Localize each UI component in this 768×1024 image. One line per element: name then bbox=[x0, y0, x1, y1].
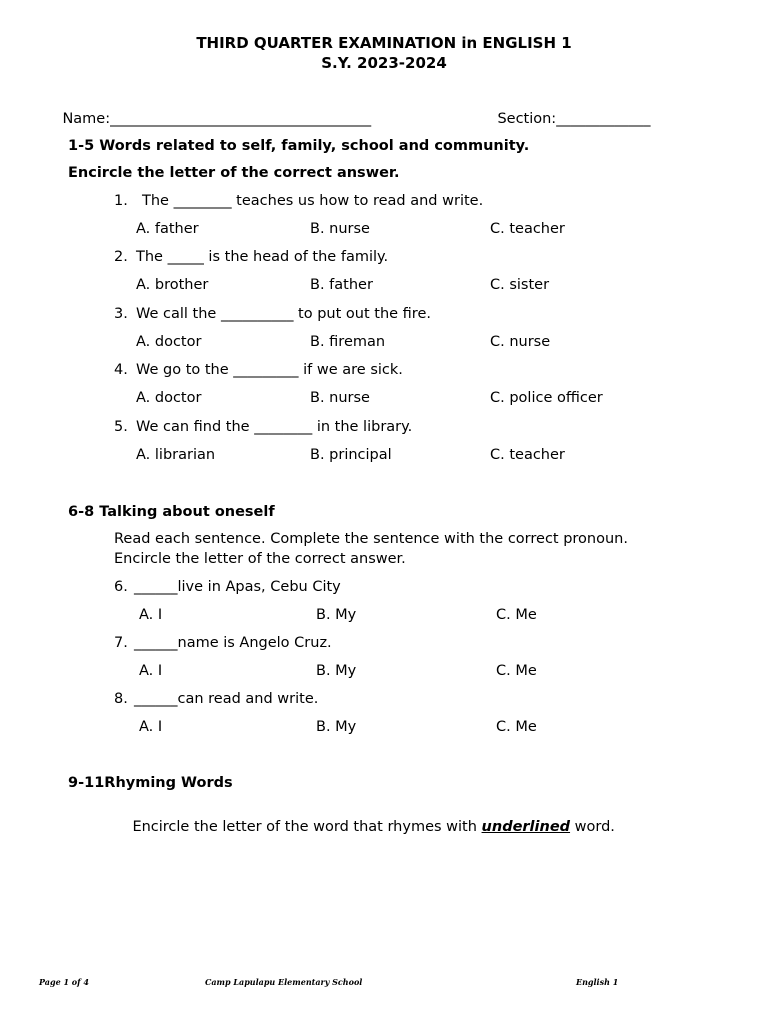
choice-b: B. My bbox=[316, 663, 357, 679]
section2-instruction-line1: Read each sentence. Complete the sentence with the correct pronoun. bbox=[114, 531, 628, 547]
question-number: 2. bbox=[114, 249, 128, 265]
name-line: ____________________________________ bbox=[110, 111, 372, 127]
question-text: ______live in Apas, Cebu City bbox=[134, 579, 341, 595]
choice-c: C. nurse bbox=[490, 334, 551, 350]
choice-a: A. I bbox=[139, 719, 163, 735]
underlined-emphasis: underlined bbox=[481, 819, 571, 835]
question-number: 8. bbox=[114, 691, 128, 707]
footer-subject: English 1 bbox=[576, 977, 619, 987]
question-number: 6. bbox=[114, 579, 128, 595]
question-text: We can find the ________ in the library. bbox=[136, 419, 413, 435]
choice-a: A. father bbox=[136, 221, 199, 237]
choice-c: C. teacher bbox=[490, 447, 565, 463]
footer-page-number: Page 1 of 4 bbox=[39, 977, 89, 987]
choice-b: B. My bbox=[316, 607, 357, 623]
choice-c: C. Me bbox=[496, 663, 537, 679]
section3-heading: 9-11Rhyming Words bbox=[68, 775, 233, 791]
choice-b: B. father bbox=[310, 277, 373, 293]
section-field bbox=[479, 95, 650, 143]
school-year: S.Y. 2023-2024 bbox=[321, 54, 447, 72]
footer-school-name: Camp Lapulapu Elementary School bbox=[205, 977, 363, 987]
name-field bbox=[44, 95, 371, 143]
name-label: Name: bbox=[62, 111, 111, 127]
choice-b: B. nurse bbox=[310, 221, 370, 237]
choice-a: A. brother bbox=[136, 277, 209, 293]
question-text: ______name is Angelo Cruz. bbox=[134, 635, 332, 651]
choice-b: B. My bbox=[316, 719, 357, 735]
choice-c: C. police officer bbox=[490, 390, 603, 406]
choice-a: A. doctor bbox=[136, 390, 202, 406]
question-text: We go to the _________ if we are sick. bbox=[136, 362, 403, 378]
section-line: _____________ bbox=[556, 111, 651, 127]
choice-c: C. Me bbox=[496, 607, 537, 623]
section-label: Section: bbox=[497, 111, 557, 127]
question-number: 3. bbox=[114, 306, 128, 322]
instruction-text: Encircle the letter of the word that rhymes with bbox=[132, 819, 482, 835]
question-text: The ________ teaches us how to read and write. bbox=[142, 193, 484, 209]
choice-b: B. nurse bbox=[310, 390, 370, 406]
choice-b: B. principal bbox=[310, 447, 392, 463]
question-text: The _____ is the head of the family. bbox=[136, 249, 389, 265]
instruction-text-end: word. bbox=[570, 819, 615, 835]
question-number: 4. bbox=[114, 362, 128, 378]
choice-a: A. I bbox=[139, 663, 163, 679]
choice-c: C. Me bbox=[496, 719, 537, 735]
choice-a: A. doctor bbox=[136, 334, 202, 350]
question-text: ______can read and write. bbox=[134, 691, 319, 707]
section3-instruction bbox=[114, 803, 615, 851]
section2-heading: 6-8 Talking about oneself bbox=[68, 504, 275, 520]
section1-heading: 1-5 Words related to self, family, school and community. bbox=[68, 138, 530, 154]
section2-instruction-line2: Encircle the letter of the correct answer. bbox=[114, 551, 406, 567]
question-number: 5. bbox=[114, 419, 128, 435]
section1-instruction: Encircle the letter of the correct answer. bbox=[68, 165, 400, 181]
choice-c: C. sister bbox=[490, 277, 550, 293]
question-number: 7. bbox=[114, 635, 128, 651]
question-number: 1. bbox=[114, 193, 128, 209]
choice-a: A. I bbox=[139, 607, 163, 623]
exam-title: THIRD QUARTER EXAMINATION in ENGLISH 1 bbox=[196, 34, 572, 52]
choice-b: B. fireman bbox=[310, 334, 386, 350]
choice-a: A. librarian bbox=[136, 447, 216, 463]
question-text: We call the __________ to put out the fire. bbox=[136, 306, 431, 322]
choice-c: C. teacher bbox=[490, 221, 565, 237]
